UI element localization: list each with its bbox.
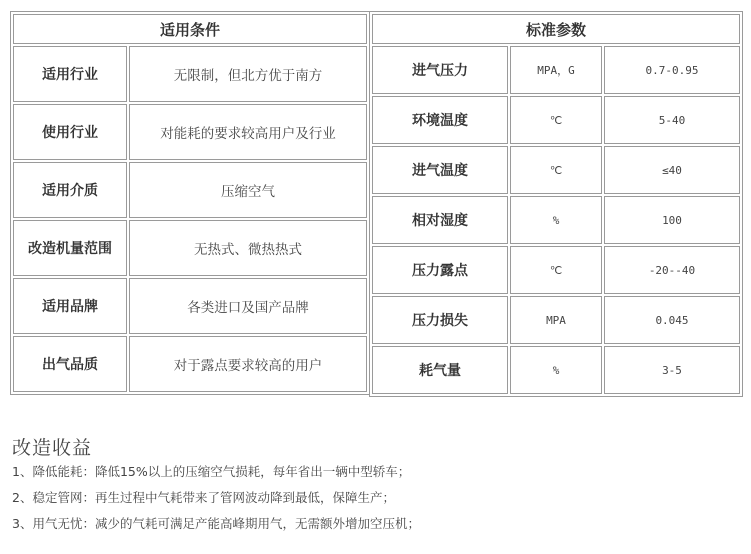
parameter-value: 0.045 bbox=[604, 296, 740, 344]
parameter-label: 压力损失 bbox=[372, 296, 508, 344]
parameter-unit: % bbox=[510, 196, 602, 244]
parameter-value: -20--40 bbox=[604, 246, 740, 294]
condition-value: 无热式、微热热式 bbox=[129, 220, 367, 276]
table-row bbox=[372, 46, 740, 94]
table-row bbox=[13, 46, 367, 102]
conditions-header: 适用条件 bbox=[13, 14, 367, 44]
parameter-value: 100 bbox=[604, 196, 740, 244]
condition-label: 适用品牌 bbox=[13, 278, 127, 334]
parameter-label: 进气温度 bbox=[372, 146, 508, 194]
conditions-table bbox=[10, 11, 370, 395]
condition-label: 使用行业 bbox=[13, 104, 127, 160]
table-row bbox=[13, 336, 367, 392]
table-row bbox=[372, 246, 740, 294]
benefit-item: 2、稳定管网：再生过程中气耗带来了管网波动降到最低，保障生产； bbox=[12, 490, 395, 505]
condition-label: 适用介质 bbox=[13, 162, 127, 218]
parameter-unit: ℃ bbox=[510, 146, 602, 194]
parameters-table bbox=[369, 11, 743, 397]
parameter-label: 进气压力 bbox=[372, 46, 508, 94]
table-row bbox=[372, 196, 740, 244]
parameter-unit: MPA bbox=[510, 296, 602, 344]
condition-value: 压缩空气 bbox=[129, 162, 367, 218]
section-title: 改造收益 bbox=[12, 437, 93, 459]
table-row bbox=[13, 220, 367, 276]
parameter-unit: ℃ bbox=[510, 96, 602, 144]
parameter-value: 5-40 bbox=[604, 96, 740, 144]
parameter-unit: ℃ bbox=[510, 246, 602, 294]
parameter-unit: % bbox=[510, 346, 602, 394]
table-row bbox=[372, 296, 740, 344]
table-row bbox=[13, 104, 367, 160]
parameter-label: 耗气量 bbox=[372, 346, 508, 394]
parameter-value: 3-5 bbox=[604, 346, 740, 394]
condition-value: 对能耗的要求较高用户及行业 bbox=[129, 104, 367, 160]
condition-label: 出气品质 bbox=[13, 336, 127, 392]
condition-label: 改造机量范围 bbox=[13, 220, 127, 276]
parameter-label: 环境温度 bbox=[372, 96, 508, 144]
condition-value: 各类进口及国产品牌 bbox=[129, 278, 367, 334]
condition-value: 对于露点要求较高的用户 bbox=[129, 336, 367, 392]
table-row bbox=[372, 346, 740, 394]
table-row bbox=[372, 146, 740, 194]
parameter-value: ≤40 bbox=[604, 146, 740, 194]
parameter-label: 压力露点 bbox=[372, 246, 508, 294]
parameter-value: 0.7-0.95 bbox=[604, 46, 740, 94]
parameters-header: 标准参数 bbox=[372, 14, 740, 44]
condition-label: 适用行业 bbox=[13, 46, 127, 102]
condition-value: 无限制，但北方优于南方 bbox=[129, 46, 367, 102]
benefit-item: 1、降低能耗：降低15%以上的压缩空气损耗，每年省出一辆中型轿车； bbox=[12, 464, 411, 479]
benefit-item: 3、用气无忧：减少的气耗可满足产能高峰期用气，无需额外增加空压机； bbox=[12, 516, 420, 531]
table-row bbox=[13, 278, 367, 334]
parameter-unit: MPA，G bbox=[510, 46, 602, 94]
table-row bbox=[372, 96, 740, 144]
table-row bbox=[13, 162, 367, 218]
parameter-label: 相对湿度 bbox=[372, 196, 508, 244]
